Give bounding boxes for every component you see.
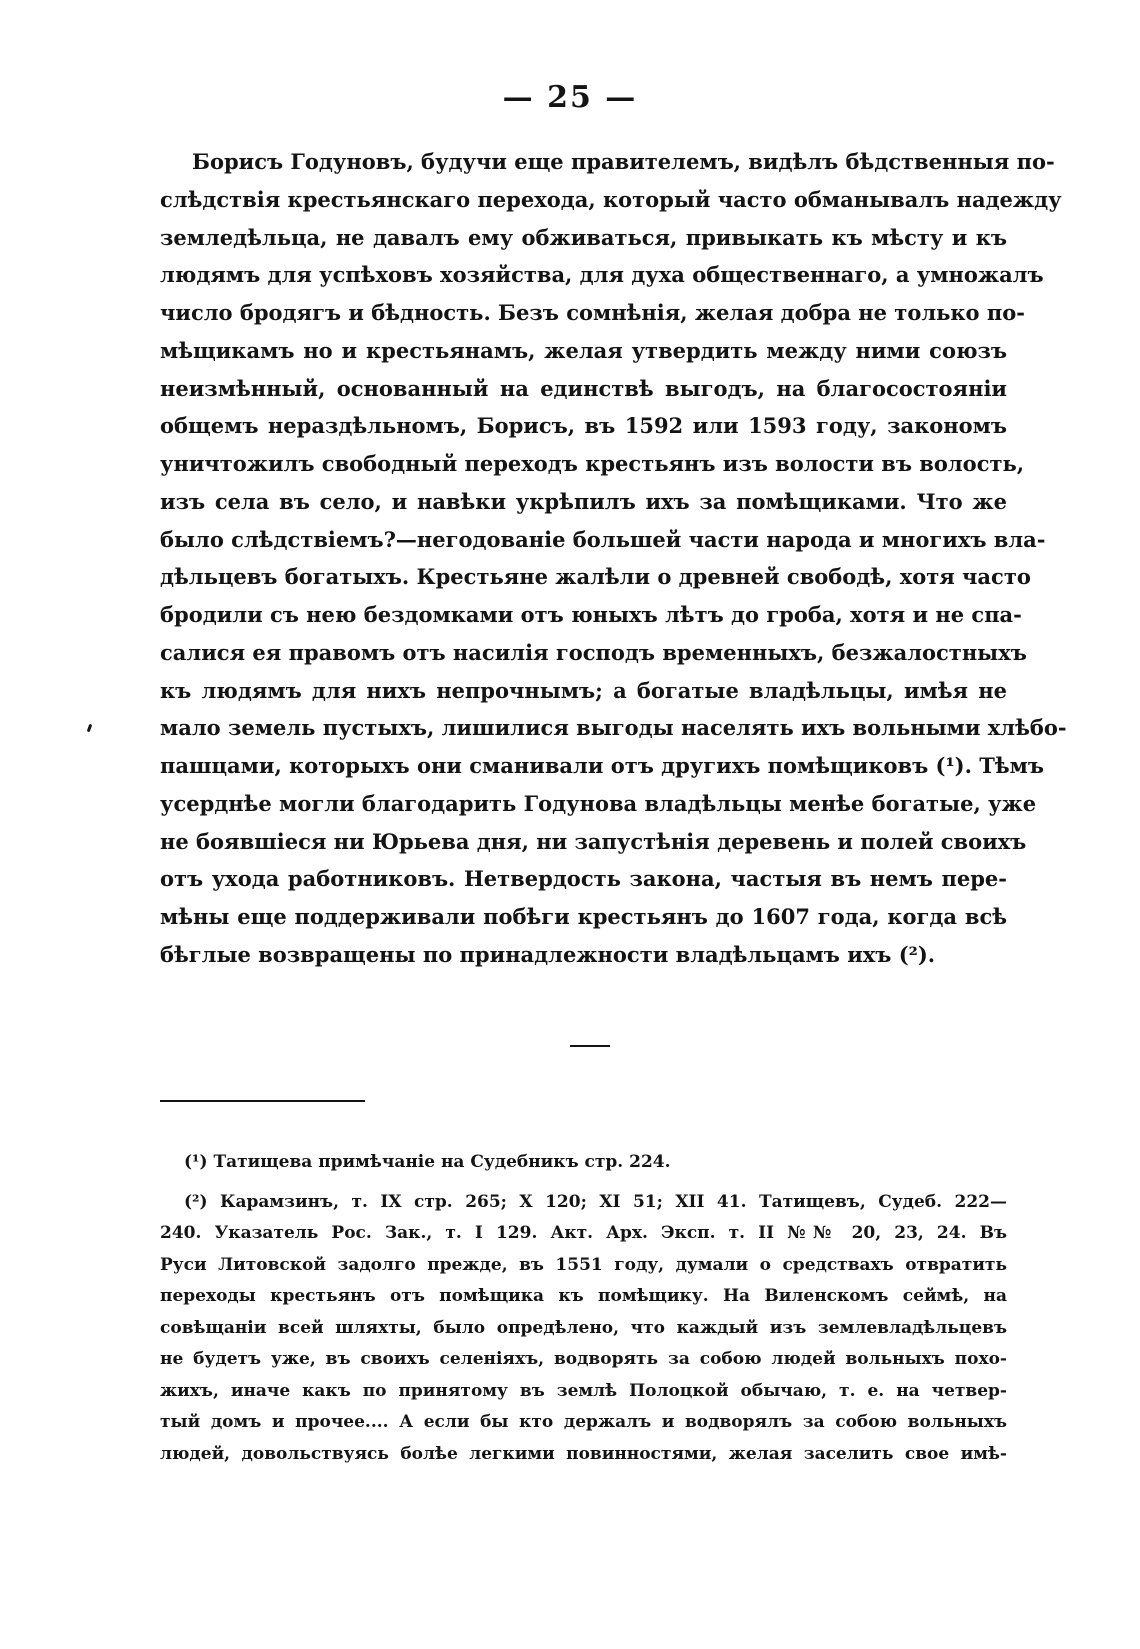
footnote-2 xyxy=(160,1187,1007,1471)
text-line: земледѣльца, не давалъ ему обживаться, привыкать къ мѣсту и къ xyxy=(160,224,1007,250)
text-line: дѣльцевъ богатыхъ. Крестьяне жалѣли о древней свободѣ, хотя часто xyxy=(160,564,1031,590)
ink-speck xyxy=(87,724,93,733)
text-line: изъ села въ село, и навѣки укрѣпилъ ихъ за помѣщиками. Что же xyxy=(160,488,1007,514)
text-line: неизмѣнный, основанный на единствѣ выгодъ, на благосостояніи xyxy=(160,375,1007,401)
text-line: людямъ для успѣховъ хозяйства, для духа общественнаго, а умножалъ xyxy=(160,262,1044,288)
footnote-line: совѣщаніи всей шляхты, было опредѣлено, что каждый изъ землевладѣльцевъ xyxy=(160,1317,1007,1338)
page-number: — 25 — xyxy=(502,80,638,115)
text-line: салися ея правомъ отъ насилія господъ временныхъ, безжалостныхъ xyxy=(160,639,1027,665)
text-line: мало земель пустыхъ, лишилися выгоды населять ихъ вольными хлѣбо- xyxy=(160,715,1067,741)
text-line: мѣны еще поддерживали побѣги крестьянъ до 1607 года, когда всѣ xyxy=(160,904,1007,929)
text-line: слѣдствія крестьянскаго перехода, который часто обманывалъ надежду xyxy=(160,186,1062,212)
text-line: бѣглые возвращены по принадлежности владѣльцамъ ихъ (²). xyxy=(160,941,936,967)
text-line: уничтожилъ свободный переходъ крестьянъ изъ волости въ волость, xyxy=(160,451,1025,476)
text-line: отъ ухода работниковъ. Нетвердость закона, частыя въ немъ пере- xyxy=(160,866,1007,892)
text-line: общемъ нераздѣльномъ, Борисъ, въ 1592 или 1593 году, закономъ xyxy=(160,413,1007,439)
main-text xyxy=(160,143,1067,974)
section-divider xyxy=(570,1045,610,1047)
footnote-separator xyxy=(160,1100,365,1102)
footnote-line: людей, довольствуясь болѣе легкими повинностями, желая заселить свое имѣ- xyxy=(160,1443,1007,1464)
footnotes xyxy=(160,1147,1007,1470)
text-line: не боявшіеся ни Юрьева дня, ни запустѣнія деревень и полей своихъ xyxy=(160,828,1027,854)
text-line: пашцами, которыхъ они сманивали отъ другихъ помѣщиковъ (¹). Тѣмъ xyxy=(160,753,1044,778)
footnote-line: (¹) Татищева примѣчаніе на Судебникъ стр. 224. xyxy=(184,1152,671,1172)
text-line: къ людямъ для нихъ непрочнымъ; а богатые владѣльцы, имѣя не xyxy=(160,677,1007,703)
footnote-line: (²) Карамзинъ, т. IX стр. 265; X 120; XI 51; XII 41. Татищевъ, Судеб. 222— xyxy=(184,1191,1007,1212)
footnote-line: Руси Литовской задолго прежде, въ 1551 году, думали о средствахъ отвратить xyxy=(160,1254,1007,1275)
text-line: усерднѣе могли благодарить Годунова владѣльцы менѣе богатые, уже xyxy=(160,790,1037,816)
footnote-line: не будетъ уже, въ своихъ селеніяхъ, водворять за собою людей вольныхъ похо- xyxy=(160,1349,1007,1369)
footnote-line: 240. Указатель Рос. Зак., т. I 129. Акт. Арх. Эксп. т. II №№ 20, 23, 24. Въ xyxy=(160,1223,1007,1243)
text-line: Борисъ Годуновъ, будучи еще правителемъ, видѣлъ бѣдственныя по- xyxy=(192,149,1055,174)
footnote-1 xyxy=(160,1147,1007,1179)
text-line: было слѣдствіемъ?—негодованіе большей части народа и многихъ вла- xyxy=(160,526,1046,552)
footnote-line: тый домъ и прочее.... А если бы кто держалъ и водворялъ за собою вольныхъ xyxy=(160,1412,1007,1432)
text-line: бродили съ нею бездомками отъ юныхъ лѣтъ до гроба, хотя и не спа- xyxy=(160,602,1022,627)
text-line: мѣщикамъ но и крестьянамъ, желая утвердить между ними союзъ xyxy=(160,337,1007,363)
footnote-line: жихъ, иначе какъ по принятому въ землѣ Полоцкой обычаю, т. е. на четвер- xyxy=(160,1380,1007,1401)
text-line: число бродягъ и бѣдность. Безъ сомнѣнія, желая добра не только по- xyxy=(160,300,1025,325)
footnote-line: переходы крестьянъ отъ помѣщика къ помѣщику. На Виленскомъ сеймѣ, на xyxy=(160,1286,1007,1306)
